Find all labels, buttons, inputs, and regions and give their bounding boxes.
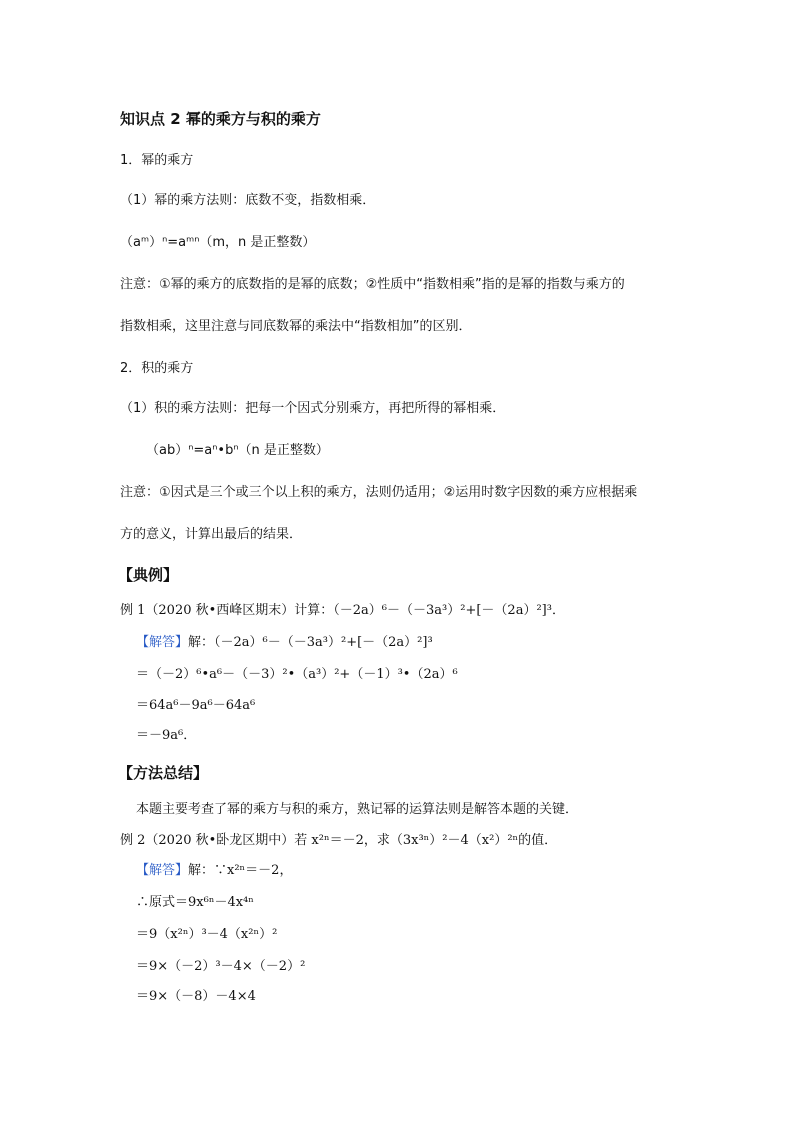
example2-step1: ∴原式＝9x⁶ⁿ－4x⁴ⁿ <box>136 895 254 910</box>
sec1-rule: （1）幂的乘方法则：底数不变，指数相乘． <box>120 193 376 208</box>
example2-step2: ＝9（x²ⁿ）³－4（x²ⁿ）² <box>136 927 278 942</box>
sec2-heading: 2．积的乘方 <box>120 361 194 376</box>
example2-answer-tag: 【解答】 <box>136 863 189 878</box>
example1-answer-line <box>136 634 433 652</box>
sec2-note-line1: 注意：①因式是三个或三个以上积的乘方，法则仍适用；②运用时数字因数的乘方应根据乘 <box>120 485 638 500</box>
example2-answer-line <box>136 862 292 880</box>
sec1-note-line2: 指数相乘，这里注意与同底数幂的乘法中“指数相加”的区别． <box>120 319 472 334</box>
example1-question: 例 1（2020 秋•西峰区期末）计算：（－2a）⁶－（－3a³）²+[－（2a）²]³． <box>120 603 565 618</box>
example1-answer-tag: 【解答】 <box>136 635 189 650</box>
sec2-formula: （ab）ⁿ=aⁿ•bⁿ（n 是正整数） <box>146 443 329 458</box>
example1-answer-start: 解：（－2a）⁶－（－3a³）²+[－（2a）²]³ <box>188 635 433 650</box>
sec1-formula: （aᵐ）ⁿ=aᵐⁿ（m，n 是正整数） <box>120 235 316 250</box>
example2-step3: ＝9×（－2）³－4×（－2）² <box>136 959 306 974</box>
example2-step4: ＝9×（－8）－4×4 <box>136 989 256 1004</box>
section-title: 知识点 2 幂的乘方与积的乘方 <box>120 110 321 128</box>
method-text: 本题主要考查了幂的乘方与积的乘方，熟记幂的运算法则是解答本题的关键． <box>136 802 579 817</box>
sec1-note-line1: 注意：①幂的乘方的底数指的是幂的底数；②性质中“指数相乘”指的是幂的指数与乘方的 <box>120 277 625 292</box>
example2-answer-start: 解：∵x²ⁿ＝－2， <box>188 863 293 878</box>
method-heading: 【方法总结】 <box>118 764 209 782</box>
example2-question: 例 2（2020 秋•卧龙区期中）若 x²ⁿ＝－2，求（3x³ⁿ）²－4（x²）²ⁿ的值． <box>120 833 558 848</box>
example1-step1: ＝（－2）⁶•a⁶－（－3）²•（a³）²+（－1）³•（2a）⁶ <box>136 667 458 682</box>
example-heading: 【典例】 <box>118 566 179 584</box>
example1-step2: ＝64a⁶－9a⁶－64a⁶ <box>136 698 256 713</box>
sec2-note-line2: 方的意义，计算出最后的结果． <box>120 527 303 542</box>
sec1-heading: 1．幂的乘方 <box>120 153 194 168</box>
sec2-rule: （1）积的乘方法则：把每一个因式分别乘方，再把所得的幂相乘． <box>120 401 506 416</box>
example1-step3: ＝－9a⁶． <box>136 728 197 743</box>
